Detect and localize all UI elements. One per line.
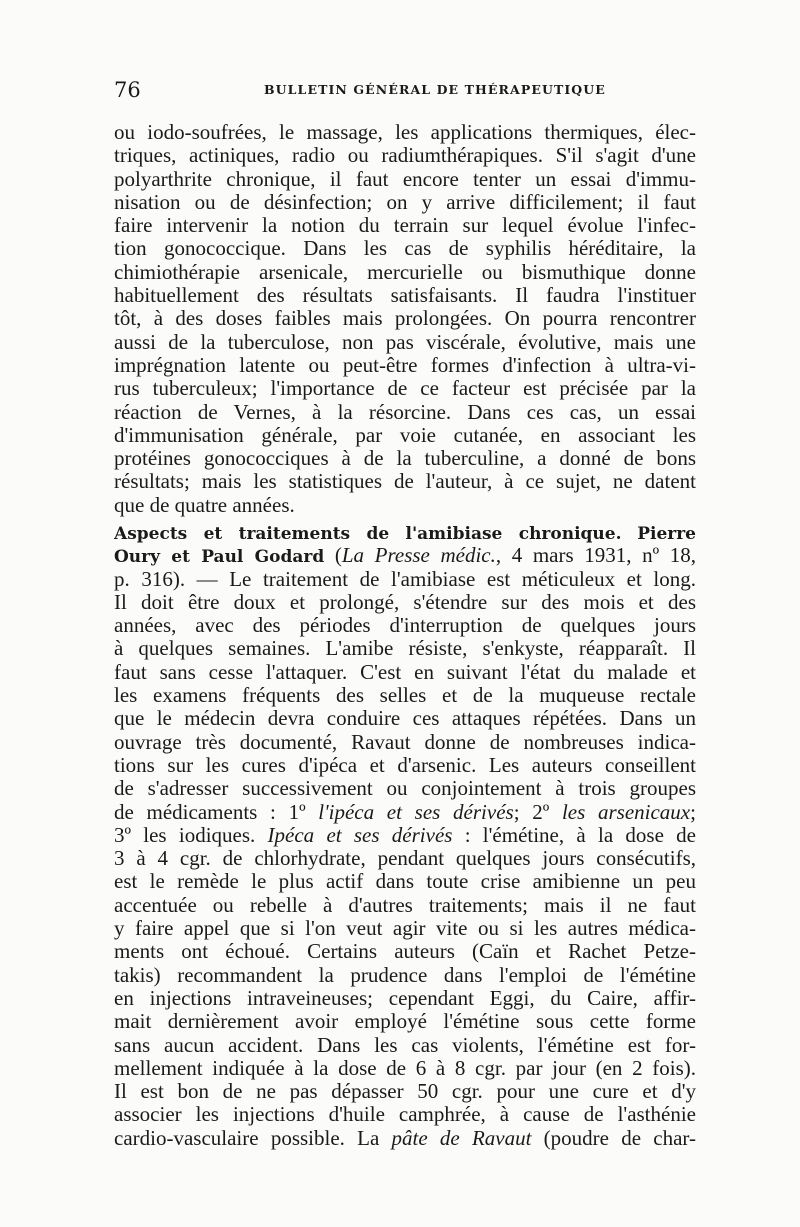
text-line: rus tuberculeux; l'importance de ce facteur est précisée par la bbox=[114, 377, 696, 401]
text-line: Il doit être doux et prolongé, s'étendre sur des mois et des bbox=[114, 590, 696, 614]
text-line: est le remède le plus actif dans toute crise amibienne un peu bbox=[114, 870, 696, 894]
text-line: ments ont échoué. Certains auteurs (Caïn et Rachet Petze- bbox=[114, 940, 696, 964]
text-line bbox=[114, 801, 696, 824]
text-fragment: : l'émétine, à la dose de bbox=[452, 823, 696, 847]
article-title: Aspects et traitements de l'amibiase chronique. bbox=[114, 524, 622, 544]
text-line: tion gonococcique. Dans les cas de syphilis héréditaire, la bbox=[114, 237, 696, 261]
text-fragment: (poudre de char- bbox=[531, 1126, 696, 1150]
text-line: d'immunisation générale, par voie cutanée, en associant les bbox=[114, 423, 696, 447]
text-line: nisation ou de désinfection; on y arrive difficilement; il faut bbox=[114, 190, 696, 214]
text-line: 3 à 4 cgr. de chlorhydrate, pendant quelques jours consécutifs, bbox=[114, 847, 696, 871]
text-line: faut sans cesse l'attaquer. C'est en suivant l'état du malade et bbox=[114, 660, 696, 684]
paragraph-continuation bbox=[114, 121, 696, 517]
text-line: à quelques semaines. L'amibe résiste, s'enkyste, réapparaît. Il bbox=[114, 637, 696, 661]
text-fragment: ; 2º bbox=[513, 800, 562, 824]
citation-details: , 4 mars 1931, nº 18, bbox=[495, 544, 696, 568]
citation-page: p. 316). bbox=[114, 567, 186, 591]
text-line: ouvrage très documenté, Ravaut donne de nombreuses indica- bbox=[114, 730, 696, 754]
text-line: aussi de la tuberculose, non pas viscérale, évolutive, mais une bbox=[114, 330, 696, 354]
text-line: protéines gonococciques à de la tuberculine, a donné de bons bbox=[114, 447, 696, 471]
text-line: que le médecin devra conduire ces attaques répétées. Dans un bbox=[114, 707, 696, 731]
article-heading-line bbox=[114, 521, 696, 544]
text-fragment: de médicaments : 1º bbox=[114, 800, 319, 824]
text-line: les examens fréquents des selles et de la muqueuse rectale bbox=[114, 684, 696, 708]
drug-group-1: l'ipéca et ses dérivés bbox=[318, 800, 514, 824]
article-authors-start: Pierre bbox=[637, 524, 696, 544]
text-line: mait dernièrement avoir employé l'émétine sous cette forme bbox=[114, 1010, 696, 1034]
article-abstract bbox=[114, 521, 696, 1150]
text-line: polyarthrite chronique, il faut encore tenter un essai d'immu- bbox=[114, 167, 696, 191]
article-authors: Oury et Paul Godard bbox=[114, 547, 325, 568]
text-line: triques, actiniques, radio ou radiumthérapiques. S'il s'agit d'une bbox=[114, 144, 696, 168]
text-line: accentuée ou rebelle à d'autres traitements; mais il ne faut bbox=[114, 893, 696, 917]
text-fragment: cardio-vasculaire possible. La bbox=[114, 1126, 392, 1150]
text-line: en injections intraveineuses; cependant Eggi, du Caire, affir- bbox=[114, 986, 696, 1010]
text-line: réaction de Vernes, à la résorcine. Dans ces cas, un essai bbox=[114, 400, 696, 424]
text-line: années, avec des périodes d'interruption de quelques jours bbox=[114, 614, 696, 638]
pate-de-ravaut: pâte de Ravaut bbox=[391, 1126, 532, 1150]
text-line: habituellement des résultats satisfaisants. Il faudra l'instituer bbox=[114, 284, 696, 308]
page-number: 76 bbox=[114, 78, 141, 102]
citation-journal: La Presse médic. bbox=[341, 544, 496, 568]
drug-group-2: les arsenicaux bbox=[561, 800, 691, 824]
text-line: imprégnation latente ou peut-être formes d'infection à ultra-vi- bbox=[114, 353, 696, 377]
text-line: sans aucun accident. Dans les cas violents, l'émétine est for- bbox=[114, 1033, 696, 1057]
text-line: faire intervenir la notion du terrain sur lequel évolue l'infec- bbox=[114, 214, 696, 238]
text-fragment: ; bbox=[690, 800, 696, 824]
text-line: associer les injections d'huile camphrée, à cause de l'asthénie bbox=[114, 1103, 696, 1127]
text-line: tions sur les cures d'ipéca et d'arsenic. Les auteurs conseillent bbox=[114, 753, 696, 777]
text-line bbox=[114, 1127, 696, 1150]
text-line: takis) recommandent la prudence dans l'emploi de l'émétine bbox=[114, 963, 696, 987]
running-header bbox=[114, 78, 692, 102]
text-line bbox=[114, 568, 696, 591]
text-line: tôt, à des doses faibles mais prolongées. On pourra rencontrer bbox=[114, 307, 696, 331]
article-citation-line: Oury et Paul Godard (La Presse médic., 4 mars 1931, nº 18, bbox=[114, 544, 696, 568]
text-line: mellement indiquée à la dose de 6 à 8 cgr. par jour (en 2 fois). bbox=[114, 1056, 696, 1080]
text-line: y faire appel que si l'on veut agir vite ou si les autres médica- bbox=[114, 917, 696, 941]
text-line: Il est bon de ne pas dépasser 50 cgr. pour une cure et d'y bbox=[114, 1080, 696, 1104]
journal-title: BULLETIN GÉNÉRAL DE THÉRAPEUTIQUE bbox=[264, 82, 606, 97]
text-line: chimiothérapie arsenicale, mercurielle ou bismuthique donne bbox=[114, 260, 696, 284]
text-line: de s'adresser successivement ou conjointement à trois groupes bbox=[114, 777, 696, 801]
subheading-ipeca: Ipéca et ses dérivés bbox=[267, 823, 453, 847]
text-line: ou iodo-soufrées, le massage, les applications thermiques, élec- bbox=[114, 121, 696, 144]
text-line bbox=[114, 824, 696, 847]
text-fragment: — Le traitement de l'amibiase est méticuleux et long. bbox=[196, 567, 696, 591]
text-line: résultats; mais les statistiques de l'auteur, à ce sujet, ne datent bbox=[114, 470, 696, 494]
text-line: que de quatre années. bbox=[114, 493, 295, 517]
text-fragment: 3º les iodiques. bbox=[114, 823, 268, 847]
